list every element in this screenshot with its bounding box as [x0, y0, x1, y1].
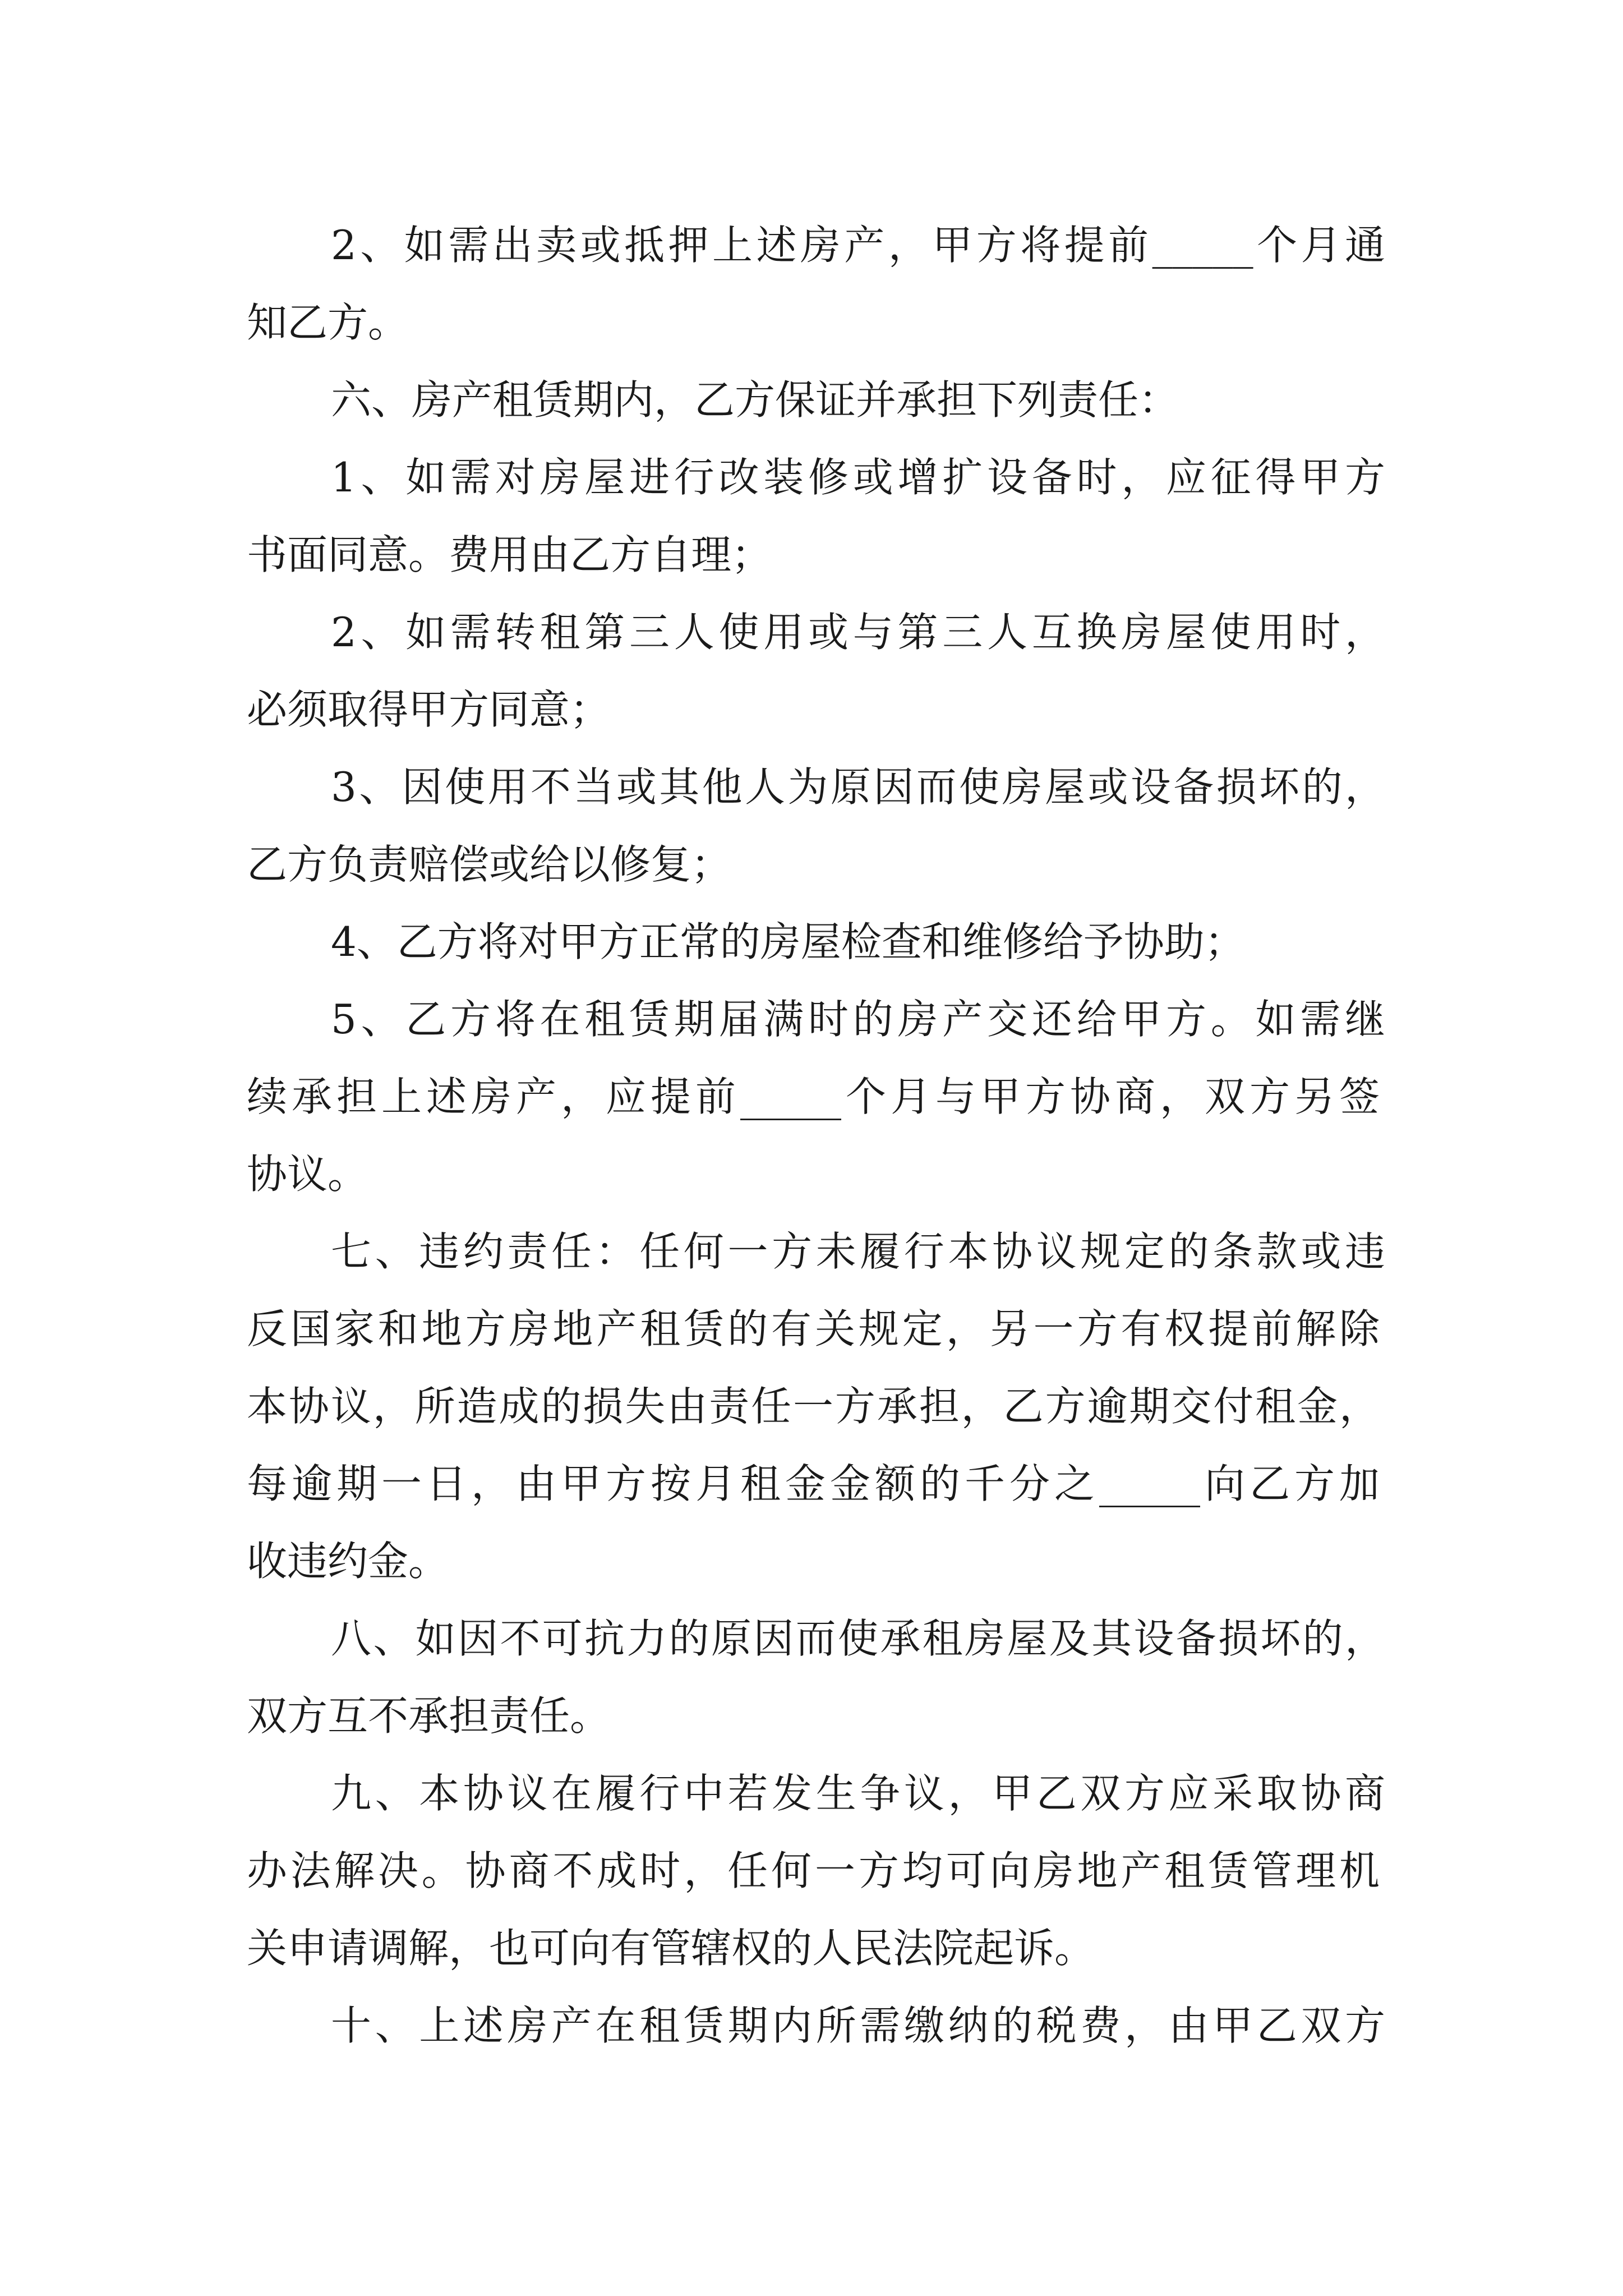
- text-line: 每逾期一日，由甲方按月租金金额的千分之_____向乙方加: [247, 1460, 1380, 1507]
- text-line: 办法解决。协商不成时，任何一方均可向房地产租赁管理机: [247, 1847, 1380, 1894]
- text-line: 知乙方。: [247, 299, 409, 346]
- text-line: 双方互不承担责任。: [247, 1692, 611, 1740]
- text-line: 3、因使用不当或其他人为原因而使房屋或设备损坏的，: [331, 763, 1385, 811]
- text-line: 书面同意。费用由乙方自理；: [247, 531, 772, 578]
- text-line: 八、如因不可抗力的原因而使承租房屋及其设备损坏的，: [331, 1615, 1385, 1662]
- text-line: 2、如需出卖或抵押上述房产，甲方将提前_____个月通: [331, 222, 1385, 269]
- text-line: 本协议，所造成的损失由责任一方承担，乙方逾期交付租金，: [247, 1383, 1380, 1430]
- text-line: 关申请调解，也可向有管辖权的人民法院起诉。: [247, 1925, 1095, 1972]
- text-line: 必须取得甲方同意；: [247, 686, 611, 733]
- text-line: 乙方负责赔偿或给以修复；: [247, 841, 732, 888]
- text-line: 七、违约责任：任何一方未履行本协议规定的条款或违: [331, 1228, 1385, 1275]
- text-line: 协议。: [247, 1151, 368, 1198]
- text-line: 1、如需对房屋进行改装修或增扩设备时，应征得甲方: [331, 454, 1385, 501]
- text-line: 5、乙方将在租赁期届满时的房产交还给甲方。如需继: [331, 996, 1385, 1043]
- text-line: 收违约金。: [247, 1538, 449, 1585]
- text-line: 六、房产租赁期内，乙方保证并承担下列责任：: [331, 376, 1179, 424]
- text-line: 4、乙方将对甲方正常的房屋检查和维修给予协助；: [331, 918, 1245, 965]
- text-line: 九、本协议在履行中若发生争议，甲乙双方应采取协商: [331, 1770, 1385, 1817]
- text-line: 十、上述房产在租赁期内所需缴纳的税费，由甲乙双方: [331, 2002, 1385, 2049]
- text-line: 反国家和地方房地产租赁的有关规定，另一方有权提前解除: [247, 1305, 1380, 1352]
- text-line: 2、如需转租第三人使用或与第三人互换房屋使用时，: [331, 609, 1385, 656]
- text-line: 续承担上述房产，应提前_____个月与甲方协商，双方另签: [247, 1073, 1380, 1120]
